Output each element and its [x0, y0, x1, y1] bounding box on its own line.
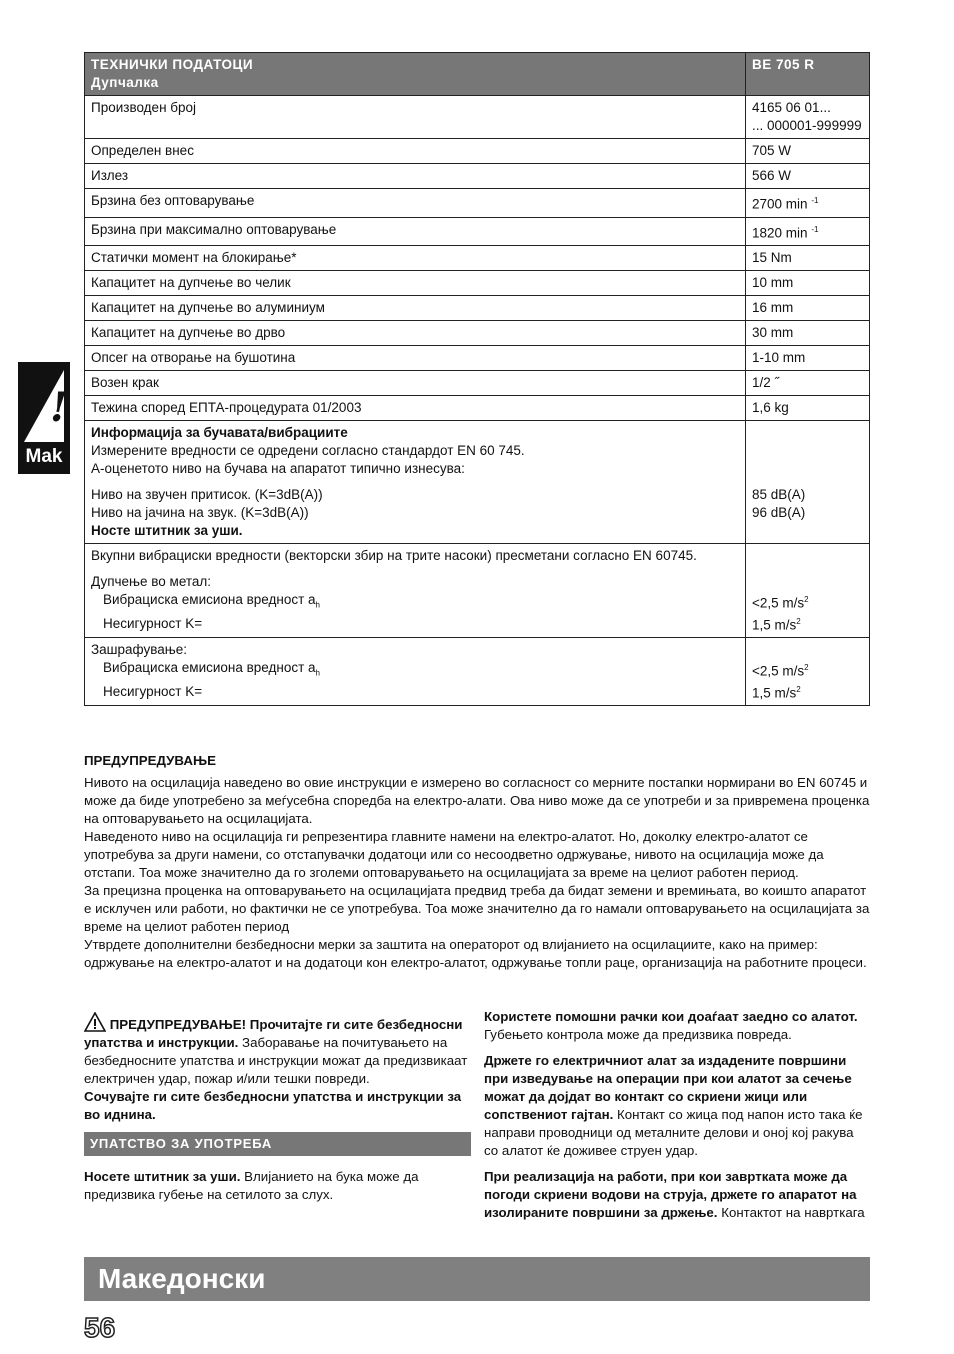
row-value: 30 mm [746, 321, 870, 346]
row-label: Брзина без оптоварување [85, 189, 746, 218]
exclamation-icon: ! [50, 384, 68, 431]
vibration-metal-info [85, 544, 746, 638]
header-model: BE 705 R [746, 53, 870, 96]
row-label: Капацитет на дупчење во алуминиум [85, 296, 746, 321]
safety-warning [84, 1012, 471, 1124]
table-row [85, 321, 870, 346]
screw-uncertainty-value: 1,5 $m/s^2$ [752, 684, 801, 700]
vibration-screw-row [85, 638, 870, 706]
noise-pressure-value: 85 dB(A) [752, 487, 806, 502]
warning-paragraph: Наведеното ниво на осцилација ги репрезентира главните намени на електро-алатот. Но, доколку електро-алатот се употребува за други намени, со отстапувачки додатоци или со несоодветно одржување, нивото на осцилација може да отстапи. Тоа може значително да го зголеми оптоварувањето на осцилацијата за време на целиот работен период. [84, 829, 824, 880]
row-value-sup: -1 [811, 196, 819, 205]
vibration-screw-info [85, 638, 746, 706]
warning-paragraph: Утврдете дополнителни безбедносни мерки за заштита на операторот од влијанието на осцилациите, како на пример: одржување на електро-алатот и на додатоци кон електро-алатот, одржување топли раце, организација на работните процеси. [84, 937, 867, 970]
noise-values [746, 421, 870, 544]
warning-section [84, 752, 874, 972]
row-value: 15 Nm [746, 246, 870, 271]
usage-section-bar: УПАТСТВО ЗА УПОТРЕБА [84, 1132, 471, 1156]
row-value: 705 W [746, 139, 870, 164]
row-value: 16 mm [746, 296, 870, 321]
safety-warning-bold: ПРЕДУПРЕДУВАЊЕ! Прочитајте ги сите безбедносни упатства и инструкции. [84, 1017, 463, 1050]
row-value: 1,6 kg [746, 396, 870, 421]
table-row [85, 346, 870, 371]
table-row [85, 189, 870, 218]
row-value [746, 96, 870, 139]
keep-instructions: Сочувајте ги сите безбедносни упатства и инструкции за во иднина. [84, 1089, 462, 1122]
header-subtitle: Дупчалка [91, 75, 159, 90]
tech-data-table [84, 52, 870, 706]
page-number: 56 [84, 1312, 116, 1343]
table-row [85, 396, 870, 421]
table-row [85, 96, 870, 139]
vibration-screw-values [746, 638, 870, 706]
noise-protect: Носте штитник за уши. [91, 523, 243, 538]
noise-row [85, 421, 870, 544]
row-label: Возен крак [85, 371, 746, 396]
ear-protection: Носете штитник за уши. Влијанието на бука може да предизвика губење на сетилото за слух. [84, 1169, 419, 1202]
metal-emission-label: Вибрациска емисиона вредност $a_h$ [103, 592, 320, 610]
side-tab-label: Mak [25, 446, 63, 467]
table-row [85, 164, 870, 189]
hidden-wires: При реализација на работи, при кои завртката може да погоди скриени водови на струја, држете го апаратот на изолираните површини за држење. Контактот на наврткага [484, 1169, 865, 1220]
safety-warning-text: Заборавање на почитувањето на безбедносните упатства и инструкции можат да предизвикаат електричен удар, пожар и/или тешки повреди. [84, 1035, 468, 1086]
row-label: Опсег на отворање на бушотина [85, 346, 746, 371]
vibration-metal-values [746, 544, 870, 638]
row-label: Капацитет на дупчење во дрво [85, 321, 746, 346]
warning-triangle-icon [84, 1012, 106, 1032]
row-value: 1-10 mm [746, 346, 870, 371]
vibration-intro: Вкупни вибрациски вредности (векторски збир на трите насоки) пресметани согласно EN 60745. [91, 548, 697, 563]
table-row [85, 139, 870, 164]
noise-line: Измерените вредности се одредени согласно стандардот EN 60 745. [91, 443, 525, 458]
metal-emission-value: <2,5 $m/s^2$ [752, 595, 809, 611]
warning-paragraph: Нивото на осцилација наведено во овие инструкции е измерено во согласност со мерните постапки нормирани во EN 60745 и може да биде употребено за меѓусебна споредба на електро-алати. Ова ниво може да се употреби и за привремена проценка на оптоварувањето на осцилацијата. [84, 775, 870, 826]
row-value [746, 217, 870, 246]
noise-title: Информација за бучавата/вибрациите [91, 425, 348, 440]
noise-power-label: Ниво на јачина на звук. (K=3dB(A)) [91, 505, 309, 520]
row-value-text: 1820 min [752, 225, 808, 240]
row-value-line: 4165 06 01... [752, 100, 831, 115]
table-row [85, 246, 870, 271]
row-label: Статички момент на блокирање* [85, 246, 746, 271]
row-label: Излез [85, 164, 746, 189]
row-value: 10 mm [746, 271, 870, 296]
noise-power-value: 96 dB(A) [752, 505, 806, 520]
header-title: ТЕХНИЧКИ ПОДАТОЦИ [91, 57, 254, 72]
hold-insulated: Држете го електричниот алат за издадените површини при изведување на операции при кои алатот за сечење можат да дојдат во контакт со скриени жици или сопствениот гајтан. Контакт со жица под напон исто така ќе направи проводници од металните делови и оној кој ракува со алатот ќе доживее струен удар. [484, 1053, 863, 1158]
warning-title: ПРЕДУПРЕДУВАЊЕ [84, 753, 216, 768]
table-header-title [85, 53, 746, 96]
row-label: Определен внес [85, 139, 746, 164]
noise-pressure-label: Ниво на звучен притисок. (K=3dB(A)) [91, 487, 323, 502]
metal-title: Дупчење во метал: [91, 574, 212, 589]
row-label: Производен број [85, 96, 746, 139]
row-value-text: 2700 min [752, 196, 808, 212]
row-label: Брзина при максимално оптоварување [85, 217, 746, 246]
row-value: 1/2 ˝ [746, 371, 870, 396]
table-row [85, 217, 870, 246]
screw-title: Зашрафување: [91, 642, 187, 657]
table-row [85, 296, 870, 321]
noise-info [85, 421, 746, 544]
screw-uncertainty-label: Несигурност K= [103, 683, 203, 699]
screw-emission-label: Вибрациска емисиона вредност $a_h$ [103, 660, 320, 678]
row-label: Капацитет на дупчење во челик [85, 271, 746, 296]
row-label: Тежина според ЕПТА-процедурата 01/2003 [85, 396, 746, 421]
metal-uncertainty-label: Несигурност K= [103, 615, 203, 631]
language-footer-bar: Македонски [84, 1257, 870, 1301]
right-column [484, 1008, 871, 1230]
row-value [746, 189, 870, 218]
metal-uncertainty-value: 1,5 $m/s^2$ [752, 616, 801, 632]
row-value-sup: -1 [811, 224, 819, 234]
screw-emission-value: <2,5 $m/s^2$ [752, 663, 809, 679]
row-value: 566 W [746, 164, 870, 189]
table-header-row [85, 53, 870, 96]
language-side-tab [18, 362, 70, 474]
table-row [85, 371, 870, 396]
warning-paragraph: За прецизна проценка на оптоварувањето на осцилацијата предвид треба да бидат земени и времињата, во коишто апаратот е исклучен или работи, но фактички не се употребува. Тоа може значително да го намали оптоварувањето на осцилацијата за време на целиот работен период [84, 883, 870, 934]
noise-line: А-оценетото ниво на бучава на апаратот типично изнесува: [91, 461, 465, 476]
table-row [85, 271, 870, 296]
aux-handles: Користете помошни рачки кои доаѓаат заедно со алатот. Губењето контрола може да предизвика повреда. [484, 1009, 858, 1042]
vibration-metal-row [85, 544, 870, 638]
left-column [84, 1012, 471, 1212]
row-value-line: ... 000001-999999 [752, 118, 862, 133]
